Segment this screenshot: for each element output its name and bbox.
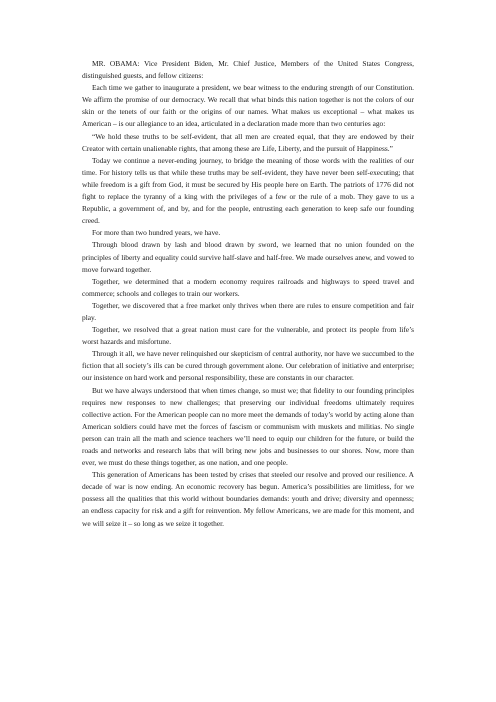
paragraph-12: This generation of Americans has been tested by crises that steeled our resolve and proved our resilience. A decade of war is now ending. An economic recovery has begun. America’s possibilities are limitless, for we possess all the qualities that this world without boundaries demands: youth and drive; diversity and openness; an endless capacity for risk and a gift for reinvention. My fellow Americans, we are made for this moment, and we will seize it – so long as we seize it together. [82, 470, 414, 528]
paragraph-6: Through blood drawn by lash and blood drawn by sword, we learned that no union founded on the principles of liberty and equality could survive half-slave and half-free. We made ourselves anew, and vowed to move forward together. [82, 240, 414, 274]
paragraph-3: “We hold these truths to be self-evident, that all men are created equal, that they are endowed by their Creator with certain unalienable rights, that among these are Life, Liberty, and the pursuit of Happiness.” [82, 131, 414, 153]
paragraph-2: Each time we gather to inaugurate a president, we bear witness to the enduring strength of our Constitution. We affirm the promise of our democracy. We recall that what binds this nation together is not the colors of our skin or the tenets of our faith or the origins of our names. What makes us exceptional – what makes us American – is our allegiance to an idea, articulated in a declaration made more than two centuries ago: [82, 83, 414, 129]
paragraph-7: Together, we determined that a modern economy requires railroads and highways to speed travel and commerce; schools and colleges to train our workers. [82, 276, 414, 298]
paragraph-11: But we have always understood that when times change, so must we; that fidelity to our founding principles requires new responses to new challenges; that preserving our individual freedoms ultimately requires collective action. For the American people can no more meet the demands of today’s world by acting alone than American soldiers could have met the forces of fascism or communism with muskets and militias. No single person can train all the math and science teachers we’ll need to equip our children for the future, or build the roads and networks and research labs that will bring new jobs and businesses to our shores. Now, more than ever, we must do these things together, as one nation, and one people. [82, 385, 414, 468]
paragraph-5: For more than two hundred years, we have. [92, 228, 221, 238]
paragraph-4: Today we continue a never-ending journey, to bridge the meaning of those words with the realities of our time. For history tells us that while these truths may be self-evident, they have never been self-executing; that while freedom is a gift from God, it must be secured by His people here on Earth. The patriots of 1776 did not fight to replace the tyranny of a king with the privileges of a few or the rule of a mob. They gave to us a Republic, a government of, and by, and for the people, entrusting each generation to keep safe our founding creed. [82, 155, 414, 226]
paragraph-9: Together, we resolved that a great nation must care for the vulnerable, and protect its people from life’s worst hazards and misfortune. [82, 325, 414, 347]
paragraph-1: MR. OBAMA: Vice President Biden, Mr. Chief Justice, Members of the United States Congress, distinguished guests, and fellow citizens: [82, 59, 414, 81]
paragraph-10: Through it all, we have never relinquished our skepticism of central authority, nor have we succumbed to the fiction that all society’s ills can be cured through government alone. Our celebration of initiative and enterprise; our insistence on hard work and personal responsibility, these are constants in our character. [82, 349, 414, 383]
paragraph-8: Together, we discovered that a free market only thrives when there are rules to ensure competition and fair play. [82, 300, 414, 322]
document-page [82, 58, 414, 530]
